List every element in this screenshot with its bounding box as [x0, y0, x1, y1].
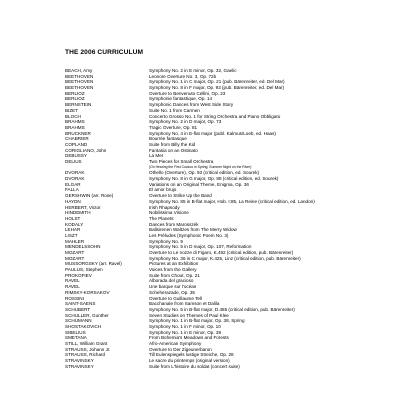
composer-name: BRAHMS — [65, 124, 85, 130]
composer-name: STRAUSS, Johann Jr. — [65, 346, 111, 352]
composer-name: DELIUS — [65, 159, 82, 164]
composer-name: BEETHOVEN — [65, 79, 94, 85]
composer-name: DEBUSSY — [65, 153, 87, 159]
composer-name: FALLA — [65, 187, 79, 193]
composer-name: PROKOFIEV — [65, 272, 92, 278]
work-title: Voices from the Gallery — [149, 267, 197, 273]
work-title: Overture to Guillaume Tell — [149, 295, 203, 301]
composer-name: BERNSTEIN — [65, 102, 92, 108]
work-title: Fantasia on an Ostinato — [149, 147, 198, 153]
work-title: Nobilissima Visione — [149, 210, 189, 216]
composer-name: ELGAR — [65, 181, 81, 187]
work-title: Symphony No. 5 in B-flat major, D.485 (critical edition, pub. Bärenreiter) — [149, 306, 295, 312]
work-title: Symphony No. 5 in D major, Op. 107, Reformation — [149, 244, 252, 250]
composer-name: BERLIOZ — [65, 96, 85, 102]
curriculum-list — [65, 68, 385, 369]
work-title: Symphony No. 8 in F major, Op. 93 (pub. Bärenreiter, ed. Del Mar) — [149, 85, 285, 91]
composer-name: MENDELSSOHN — [65, 244, 101, 250]
composer-name: DVORAK — [65, 170, 85, 176]
work-title: Symphony No. 1 in E minor, Op. 39 — [149, 329, 222, 335]
work-title: Concerto Grosso No. 1 for String Orchestra and Piano Obbligato — [149, 113, 281, 119]
composer-name: RAVEL — [65, 284, 80, 290]
work-title: Dances from Marosszék — [149, 221, 199, 227]
work-title: Symphony No. 85 in B-flat major, Hob. I:85, La Reine (critical edition, ed. Landon) — [149, 198, 315, 204]
composer-name: BEETHOVEN — [65, 85, 94, 91]
work-title: Overture to Der Zigeunerbaron — [149, 346, 212, 352]
composer-name: BLOCH — [65, 113, 81, 119]
work-title: Overture to Benvenuto Cellini, Op. 23 — [149, 90, 226, 96]
work-title: Les Préludes (Symphonic Poem No. 3) — [149, 232, 229, 238]
work-title: The Planets — [149, 215, 174, 221]
composer-name: SHOSTAKOVICH — [65, 323, 102, 329]
work-title: Ballsirenen Waltzes from The Merry Widow — [149, 227, 237, 233]
composer-name: COPLAND — [65, 141, 88, 147]
work-title: Bacchanale from Samson et Dalila — [149, 301, 220, 307]
list-item — [65, 364, 385, 370]
work-title: Bourrée fantasque — [149, 136, 187, 142]
composer-name: BERLIOZ — [65, 90, 85, 96]
composer-name: LISZT — [65, 232, 78, 238]
work-title: Symphony No. 1 in C major, Op. 21 (pub. Bärenreiter, ed. Del Mar) — [149, 79, 285, 85]
composer-name: BIZET — [65, 107, 79, 113]
work-title: Symphonic Dances from West Side Story — [149, 102, 234, 108]
composer-name: SIBELIUS — [65, 329, 86, 335]
work-title: El amor brujo — [149, 187, 177, 193]
composer-name: RIMSKY-KORSAKOV — [65, 289, 110, 295]
composer-name: SMETANA — [65, 335, 87, 341]
composer-name: SCHUMANN — [65, 318, 92, 324]
composer-name: GERSHWIN (arr. Rose) — [65, 193, 114, 199]
composer-name: MOZART — [65, 255, 85, 261]
composer-name: ROSSINI — [65, 295, 84, 301]
composer-name: MOZART — [65, 250, 85, 255]
work-title: Two Pieces for Small Orchestra — [149, 159, 214, 164]
composer-name: PAULUS, Stephen — [65, 267, 103, 273]
work-title: Afro-American Symphony — [149, 341, 202, 346]
work-title: Symphony No. 4 in E-flat major (publ. Kalmus/Loeb, ed. Haas) — [149, 130, 276, 136]
work-title: Symphony No. 1 in F minor, Op. 10 — [149, 323, 221, 329]
work-title: Alborada del gracioso — [149, 278, 194, 284]
composer-name: CHABRIER — [65, 136, 89, 142]
composer-name: BEETHOVEN — [65, 73, 94, 79]
work-title: Symphony No. 2 in D major, Op. 73 — [149, 119, 222, 125]
work-title: Tragic Overture, Op. 81 — [149, 124, 198, 130]
work-title: Suite from Chout, Op. 21 — [149, 272, 200, 278]
composer-name: HERBERT, Victor — [65, 204, 101, 210]
composer-name: HAYDN — [65, 198, 81, 204]
work-title: Symphony No. 36 in C major, K.425, Linz (critical edition, pub. Bärenreiter) — [149, 255, 301, 261]
page-title: THE 2006 CURRICULUM — [65, 49, 144, 56]
composer-name: DVORAK — [65, 176, 85, 182]
composer-name: STRAUSS, Richard — [65, 352, 106, 358]
work-title: Overture to Strike Up the Band — [149, 193, 212, 199]
work-title: Till Eulenspiegels lustige Streiche, Op. 28 — [149, 352, 234, 358]
work-title: Variations on an Original Theme, Enigma, Op. 36 — [149, 181, 249, 187]
composer-name: LEHAR — [65, 227, 81, 233]
work-title: Symphony No. 2 in E minor, Op. 32, Gaelic — [149, 68, 237, 73]
work-title: Une barque sur l'océan — [149, 284, 197, 290]
composer-name: KODALY — [65, 221, 84, 227]
work-title: Othello (Overture), Op. 93 (critical edition, ed. Sourek) — [149, 170, 260, 176]
work-title: (On Hearing the First Cuckoo in Spring; Summer Night on the River) — [149, 164, 252, 169]
composer-name: SAINT-SAENS — [65, 301, 96, 307]
composer-name: STRAVINSKY — [65, 363, 94, 369]
work-title: From Bohemia's Meadows and Forests — [149, 335, 229, 341]
work-title: Le sacre du printemps (original version) — [149, 358, 230, 364]
work-title: Suite from L'histoire du soldat (concert suite) — [149, 363, 240, 369]
work-title: Symphony No. 9 — [149, 238, 183, 244]
work-title: Suite No. 1 from Carmen — [149, 107, 200, 113]
composer-name: BRUCKNER — [65, 130, 91, 136]
composer-name: MAHLER — [65, 238, 85, 244]
composer-name: CORIGLIANO, John — [65, 147, 107, 153]
work-title: Symphony No. 8 in G major, Op. 88 (critical edition, ed. Sourek) — [149, 176, 279, 182]
composer-name: RAVEL — [65, 278, 80, 284]
work-title: Seven Studies on Themes of Paul Klee — [149, 312, 229, 318]
work-title: Scheherazade, Op. 35 — [149, 289, 195, 295]
work-title: Leonore Overture No. 3, Op. 72b — [149, 73, 217, 79]
composer-name: STRAVINSKY — [65, 358, 94, 364]
composer-name: STILL, William Grant — [65, 341, 108, 346]
composer-name: SCHUBERT — [65, 306, 91, 312]
composer-name: SCHULLER, Gunther — [65, 312, 109, 318]
composer-name: BEACH, Amy — [65, 68, 93, 73]
composer-name: MUSSORGSKY (arr. Ravel) — [65, 261, 122, 267]
composer-name: HINDEMITH — [65, 210, 91, 216]
work-title: Symphony No. 1 in B-flat major, Op. 38, Spring — [149, 318, 245, 324]
composer-name: HOLST — [65, 215, 81, 221]
work-title: La Mer — [149, 153, 164, 159]
work-title: Suite from Billy the Kid — [149, 141, 196, 147]
work-title: Irish Rhapsody — [149, 204, 180, 210]
work-title: Overture to Le nozze di Figaro, K.492 (critical edition, pub. Bärenreiter) — [149, 250, 294, 255]
work-title: Symphonie fantastique, Op. 14 — [149, 96, 213, 102]
work-title: Pictures at an Exhibition — [149, 261, 199, 267]
composer-name: BRAHMS — [65, 119, 85, 125]
